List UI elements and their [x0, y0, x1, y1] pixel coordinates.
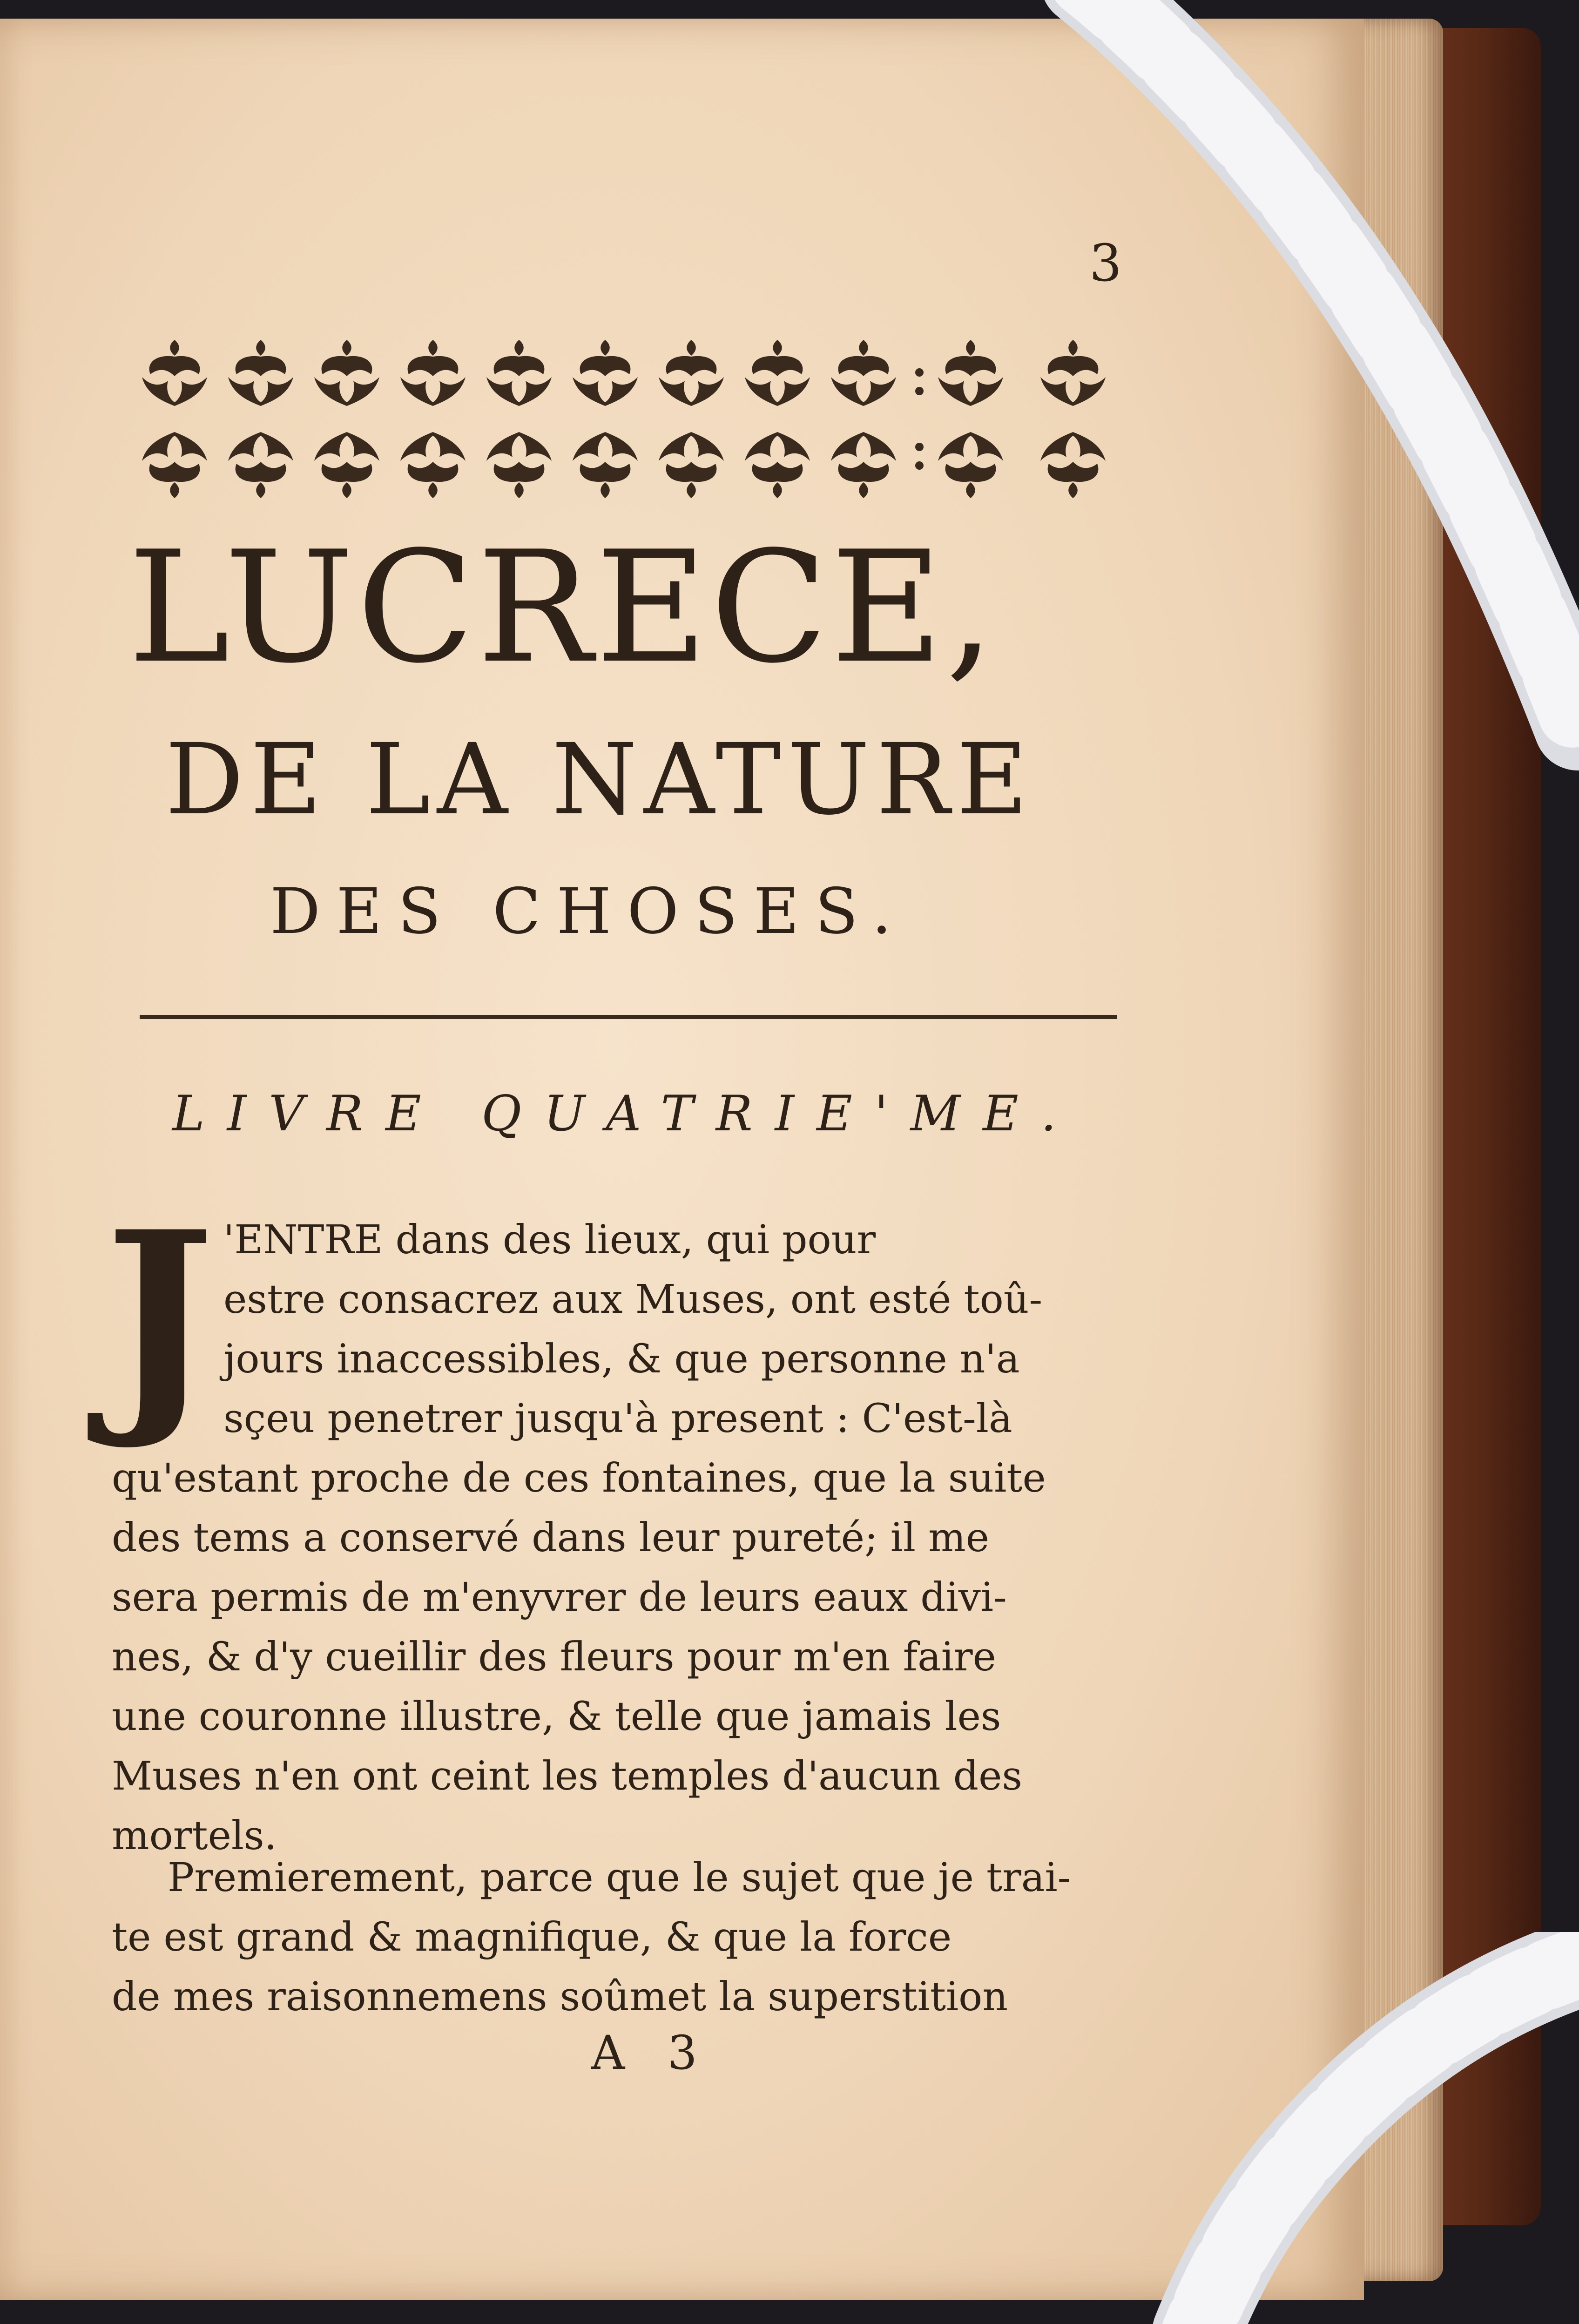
text-line: qu'estant proche de ces fontaines, que la suite [112, 1455, 1046, 1501]
paragraph-2 [112, 1848, 1113, 2027]
text-line: de mes raisonnemens soûmet la superstition [112, 1974, 1008, 2020]
text-line: sera permis de m'enyvrer de leurs eaux divi- [112, 1574, 1007, 1621]
printer-ornament-band [133, 321, 1120, 517]
text-line: sçeu penetrer jusqu'à present : C'est-là [223, 1396, 1012, 1442]
drop-cap: J [105, 1181, 215, 1454]
divider-rule [140, 1015, 1117, 1019]
text-line: nes, & d'y cueillir des fleurs pour m'en faire [112, 1634, 996, 1680]
book-cord-bottom [1094, 1932, 1579, 2324]
ornament-row-top [142, 340, 1106, 406]
text-line: Muses n'en ont ceint les temples d'aucun des [112, 1753, 1022, 1799]
page-subtitle: DE LA NATURE [165, 723, 1034, 837]
page-number: 3 [1089, 233, 1122, 293]
signature-mark: A 3 [591, 2026, 711, 2080]
text-line: Premierement, parce que le sujet que je trai- [168, 1855, 1071, 1901]
book-heading: LIVRE QUATRIE'ME. [172, 1085, 1079, 1142]
text-line: estre consacrez aux Muses, ont esté toû- [223, 1277, 1043, 1323]
text-line: une couronne illustre, & telle que jamais les [112, 1694, 1001, 1740]
page-title: LUCRECE, [128, 518, 998, 697]
ornament-row-bottom [142, 432, 1106, 498]
text-line: 'ENTRE dans des lieux, qui pour [223, 1217, 876, 1263]
page-subtitle-2: DES CHOSES. [270, 875, 908, 948]
text-line: jours inaccessibles, & que personne n'a [223, 1336, 1020, 1382]
paragraph-1 [112, 1210, 1108, 1866]
text-line: mortels. [112, 1813, 277, 1859]
text-line: te est grand & magnifique, & que la force [112, 1914, 952, 1960]
text-line: des tems a conservé dans leur pureté; il me [112, 1515, 990, 1561]
book-cord-top [1001, 0, 1579, 791]
